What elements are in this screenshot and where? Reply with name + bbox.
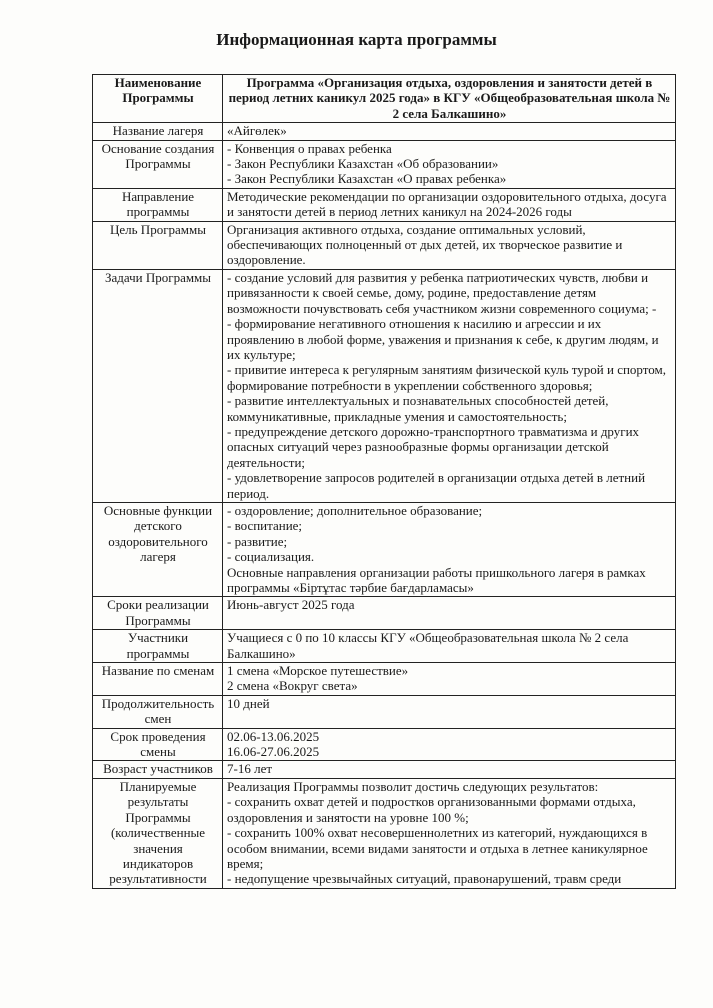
table-row <box>93 728 676 761</box>
row-label: Основание создания Программы <box>93 140 223 188</box>
value-line: Организация активного отдыха, создание оптимальных условий, обеспечивающих полноценный от дых детей, их творческое развитие и оздоровление. <box>227 221 623 268</box>
value-line: Учащиеся с 0 по 10 классы КГУ «Общеобразовательная школа № 2 села Балкашино» <box>227 630 629 661</box>
row-label: Название лагеря <box>93 123 223 140</box>
row-value <box>223 597 676 630</box>
row-value <box>223 663 676 696</box>
table-row <box>93 778 676 888</box>
row-value <box>223 778 676 888</box>
row-value <box>223 188 676 221</box>
value-line: - воспитание; <box>227 518 303 534</box>
row-value <box>223 123 676 140</box>
value-line: - удовлетворение запросов родителей в организации отдыха детей в летний период. <box>227 470 646 501</box>
row-value <box>223 728 676 761</box>
table-row <box>93 695 676 728</box>
table-row <box>93 663 676 696</box>
value-line: Реализация Программы позволит достичь следующих результатов: <box>227 778 599 794</box>
row-label: Направление программы <box>93 188 223 221</box>
row-value <box>223 695 676 728</box>
value-line: 1 смена «Морское путешествие» <box>227 663 409 679</box>
table-row <box>93 140 676 188</box>
row-value <box>223 221 676 269</box>
value-line: 10 дней <box>227 695 270 711</box>
value-line: - сохранить охват детей и подростков организованными формами отдыха, оздоровления и занятости на уровне 100 %; <box>227 794 636 825</box>
value-line: Методические рекомендации по организации оздоровительного отдыха, досуга и занятости детей в период летних каникул на 2024-2026 годы <box>227 188 667 220</box>
value-line: 7-16 лет <box>227 761 273 777</box>
table-row <box>93 123 676 140</box>
value-line: - оздоровление; дополнительное образование; <box>227 502 483 518</box>
table-row <box>93 269 676 502</box>
value-line: - предупреждение детского дорожно-транспортного травматизма и других опасных ситуаций через разнообразные формы организации детской деятельности; <box>227 423 640 470</box>
header-value-cell: Программа «Организация отдыха, оздоровления и занятости детей в период летних каникул 2025 года» в КГУ «Общеобразовательная школа № 2 села Балкашино» <box>223 75 676 123</box>
value-line: - недопущение чрезвычайных ситуаций, правонарушений, травм среди <box>227 871 622 887</box>
value-line: Основные направления организации работы пришкольного лагеря в рамках программы «Біртұтас тәрбие бағдарламасы» <box>227 564 646 595</box>
row-label: Основные функции детского оздоровительного лагеря <box>93 502 223 596</box>
row-label: Срок проведения смены <box>93 728 223 761</box>
table-row <box>93 630 676 663</box>
row-value <box>223 140 676 188</box>
row-label: Возраст участников <box>93 761 223 778</box>
value-line: - развитие интеллектуальных и познавательных способностей детей, коммуникативные, прикладные умения и самостоятельность; <box>227 393 609 424</box>
page-title: Информационная карта программы <box>216 30 497 49</box>
row-label: Задачи Программы <box>93 269 223 502</box>
row-label: Планируемые результаты Программы (количественные значения индикаторов результативности <box>93 778 223 888</box>
table-row <box>93 761 676 778</box>
table-row <box>93 221 676 269</box>
row-value <box>223 630 676 663</box>
table-row <box>93 188 676 221</box>
row-value <box>223 502 676 596</box>
header-label-cell: Наименование Программы <box>93 75 223 123</box>
row-label: Название по сменам <box>93 663 223 696</box>
table-header-row <box>93 75 676 123</box>
value-line: - сохранить 100% охват несовершеннолетних из категорий, нуждающихся в особом внимании, всеми видами занятости и отдыха в летнее каникулярное время; <box>227 825 648 871</box>
value-line: Июнь-август 2025 года <box>227 597 355 613</box>
table-row <box>93 597 676 630</box>
value-line: - создание условий для развития у ребенка патриотических чувств, любви и привязанности к своей семье, дому, родине, предоставление детям возможности почувствовать себя участником жизни современного социума; - <box>227 269 657 316</box>
value-line: - привитие интереса к регулярным занятиям физической куль турой и спортом, формирование потребности в укреплении собственного здоровья; <box>227 362 667 393</box>
row-label: Цель Программы <box>93 221 223 269</box>
program-info-table <box>92 74 676 889</box>
value-line: - Закон Республики Казахстан «Об образовании» <box>227 156 499 172</box>
value-line: - социализация. <box>227 549 315 565</box>
value-line: «Айгөлек» <box>227 123 287 139</box>
value-line: 2 смена «Вокруг света» <box>227 678 358 694</box>
row-label: Продолжительность смен <box>93 695 223 728</box>
value-line: - развитие; <box>227 533 288 549</box>
row-label: Участники программы <box>93 630 223 663</box>
row-label: Сроки реализации Программы <box>93 597 223 630</box>
value-line: - Конвенция о правах ребенка <box>227 140 392 156</box>
value-line: 16.06-27.06.2025 <box>227 744 320 760</box>
value-line: - Закон Республики Казахстан «О правах ребенка» <box>227 171 507 187</box>
table-row <box>93 502 676 596</box>
row-value <box>223 269 676 502</box>
value-line: 02.06-13.06.2025 <box>227 728 320 744</box>
row-value <box>223 761 676 778</box>
value-line: - формирование негативного отношения к насилию и агрессии и их проявлению в любой форме, уважения и признания к себе, к другим людям, и их культуре; <box>227 316 659 362</box>
